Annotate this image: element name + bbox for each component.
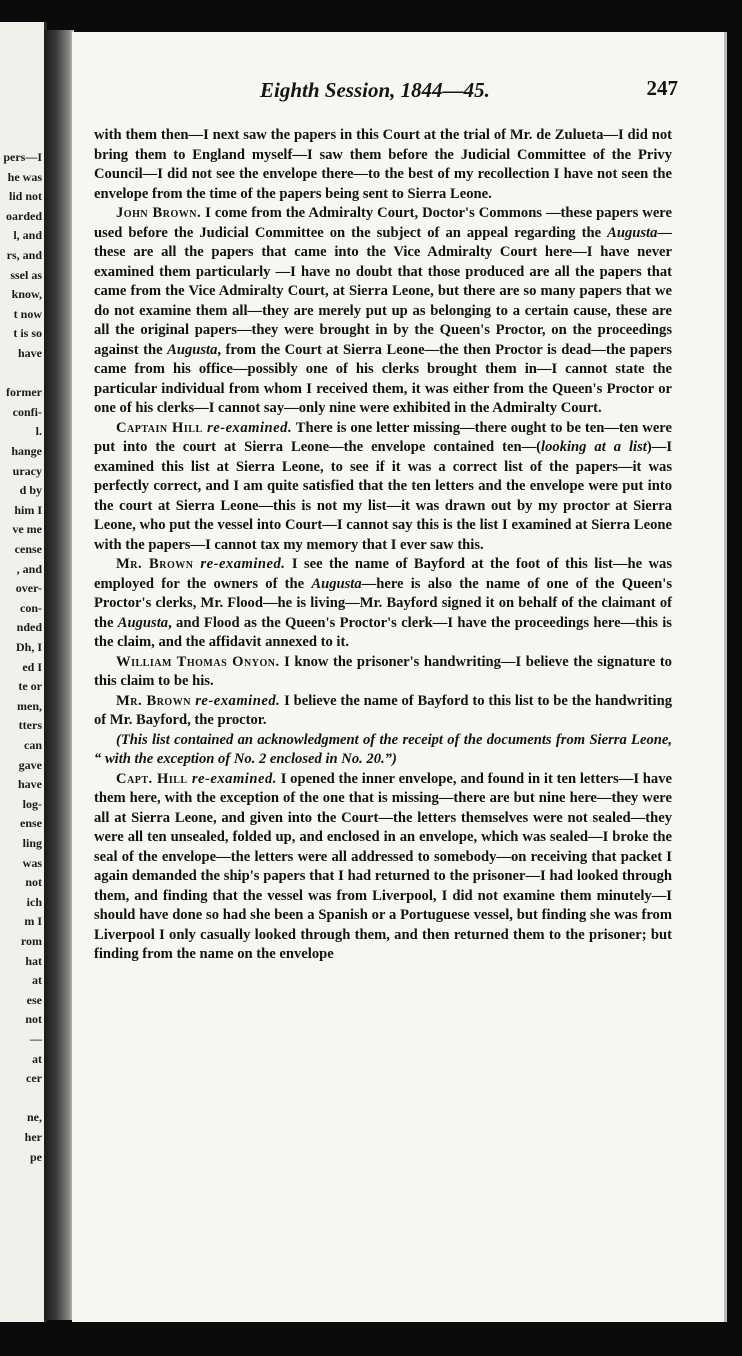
paragraph-text: I know the prisoner's handwriting—I believe the signature to this claim to be his. <box>94 653 672 689</box>
left-page-fragment: former <box>6 385 42 400</box>
page-body-text <box>94 126 672 965</box>
left-page-fragment: uracy <box>12 463 42 478</box>
left-page-fragment: tters <box>18 718 42 733</box>
running-title: Eighth Session, 1844—45. <box>260 78 490 102</box>
left-page-fragment: Dh, I <box>15 640 42 654</box>
paragraph <box>94 692 672 731</box>
left-page-fragment: l, and <box>13 228 42 243</box>
paragraph-text: I believe the name of Bayford to this list to be the handwriting of Mr. Bayford, the proctor. <box>94 692 673 728</box>
left-page-fragment: pers—I <box>3 150 42 164</box>
left-page-fragment: ling <box>22 836 42 850</box>
left-page-fragment: ese <box>26 992 42 1007</box>
speaker-name: William Thomas Onyon. <box>116 653 280 670</box>
book-page <box>72 32 727 1322</box>
previous-page-fragment <box>0 22 47 1322</box>
paragraph <box>94 555 672 653</box>
speaker-name: Mr. Brown re-examined. <box>116 692 281 709</box>
left-page-fragment: rs, and <box>6 248 42 262</box>
left-page-fragment: men, <box>17 698 42 713</box>
paragraph-text: I opened the inner envelope, and found in it ten letters—I have them here, with the exception of the one that is missing—there are but nine here—they were all at Sierra Leone, and given into the Court—the letters themselves were not sealed—they were all ten unsealed, folded up, and enclosed in an envelope, which was sealed—I broke the seal of the envelope—the letters were all addressed to somebody—on receiving that packet I again demanded the ship's papers that I had returned to the prisoner—I had looked through them, and finding that the vessel was from Liverpool, I did not examine them minutely—I should have done so had she been a Spanish or a Portuguese vessel, but finding she was from Liverpool I only casually looked through them, and then returned them to the prisoner; but finding from the name on the envelope <box>94 770 672 962</box>
left-page-fragment: ense <box>20 816 42 831</box>
left-page-fragment: ich <box>26 894 42 909</box>
left-page-fragment: oarded <box>6 208 42 223</box>
left-page-fragment: at <box>32 1051 42 1066</box>
left-page-fragment: hange <box>11 444 42 458</box>
left-page-fragment: not <box>25 875 42 890</box>
left-page-fragment: at <box>32 973 42 988</box>
left-page-fragment: confi- <box>12 404 42 419</box>
left-page-fragment: her <box>24 1130 42 1144</box>
left-page-fragment: d by <box>19 483 42 498</box>
paragraph-text: I see the name of Bayford at the foot of this list—he was employed for the owners of the Augusta—here is also the name of one of the Queen's Proctor's clerks, Mr. Flood—he is living—Mr. Bayford signed it on behalf of the claimant of the Augusta, and Flood as the Queen's Proctor's clerk—I have the proceedings here—this is the claim, and the affidavit annexed to it. <box>94 556 673 650</box>
left-page-fragment: have <box>18 777 42 792</box>
left-page-fragment: l. <box>35 424 42 439</box>
left-page-fragment: hat <box>25 953 42 968</box>
left-page-fragment: ed I <box>22 659 42 674</box>
left-page-fragment: rom <box>20 934 42 948</box>
paragraph-text: I come from the Admiralty Court, Doctor's Commons —these papers were used before the Judicial Committee on the subject of an appeal regarding the Augusta—these are all the papers that came into the Vice Admiralty Court here—I have never examined them particularly —I have no doubt that those produced are all the papers that came from the Vice Admiralty Court, at Sierra Leone, but there are so many papers that we do not examine them all—they are merely put up as belonging to a certain cause, these are all the original papers—they were brought in by the Queen's Proctor, on the proceedings against the Augusta, from the Court at Sierra Leone—the then Proctor is dead—the papers came from his office—possibly one of his clerks brought them in—I cannot state the particular individual from whom I received them, it was either from the Queen's Proctor or one of his clerks—I cannot say—only nine were exhibited in the Admiralty Court. <box>94 205 672 416</box>
left-page-fragment: — <box>30 1032 42 1046</box>
speaker-name: John Brown. <box>116 205 202 221</box>
left-page-fragment: pe <box>30 1149 42 1164</box>
left-page-fragment: can <box>24 738 42 752</box>
paragraph-text: There is one letter missing—there ought to be ten—ten were put into the court at Sierra Leone—the envelope contained ten—(looking at a list)—I examined this list at Sierra Leone, to see if it was a correct list of the papers—it was perfectly correct, and I am quite satisfied that the ten letters and the envelope were put into the court at Sierra Leone—this is not my list—it was drawn out by my proctor at Sierra Leone, who put the vessel into Court—I cannot say this is the list I examined at Sierra Leone with the papers—I cannot tax my memory that I ever saw this. <box>94 419 672 553</box>
left-page-fragment: was <box>22 855 42 870</box>
page-number: 247 <box>646 76 678 100</box>
left-page-fragment: te or <box>18 679 42 694</box>
left-page-fragment: he was <box>7 169 42 184</box>
paragraph <box>94 770 672 965</box>
left-page-fragment: nded <box>16 620 42 635</box>
left-page-fragment: m I <box>24 914 42 929</box>
paragraph <box>94 419 672 556</box>
paragraph-text: (This list contained an acknowledgment of the receipt of the documents from Sierra Leone, “ with the exception of No. 2 enclosed in No. 20.”) <box>94 731 672 767</box>
paragraph <box>94 731 672 770</box>
left-page-fragment: log- <box>22 796 42 811</box>
paragraph <box>94 204 672 419</box>
book-gutter <box>44 30 74 1320</box>
left-page-fragment: ssel as <box>10 267 42 282</box>
left-page-fragment: lid not <box>8 189 42 204</box>
left-page-fragment: him I <box>14 502 42 517</box>
speaker-name: Captain Hill re-examined. <box>116 419 293 436</box>
left-page-fragment: know, <box>11 287 42 302</box>
left-page-fragment: ve me <box>12 522 42 537</box>
left-page-fragment: ne, <box>27 1110 42 1125</box>
left-page-fragment: cer <box>26 1071 42 1086</box>
page-header <box>72 78 722 106</box>
paragraph <box>94 653 672 692</box>
left-page-fragment: t now <box>13 306 42 321</box>
left-page-fragment: t is so <box>13 326 42 341</box>
left-page-fragment: not <box>25 1012 42 1027</box>
left-page-fragment: have <box>18 346 42 360</box>
speaker-name: Mr. Brown re-examined. <box>116 556 286 572</box>
left-page-fragment: gave <box>18 757 42 772</box>
speaker-name: Capt. Hill re-examined. <box>116 770 277 787</box>
left-page-fragment: over- <box>15 581 42 596</box>
left-page-fragment: con- <box>20 600 42 615</box>
left-page-fragment: , and <box>16 561 42 576</box>
left-page-fragment: cense <box>14 542 42 556</box>
paragraph <box>94 126 672 204</box>
paragraph-text: with them then—I next saw the papers in this Court at the trial of Mr. de Zulueta—I did not bring them to England myself—I saw them before the Judicial Committee of the Privy Council—I did not see the envelope there—to the best of my recollection I have not seen the envelope from the time of the papers being sent to Sierra Leone. <box>94 127 672 202</box>
